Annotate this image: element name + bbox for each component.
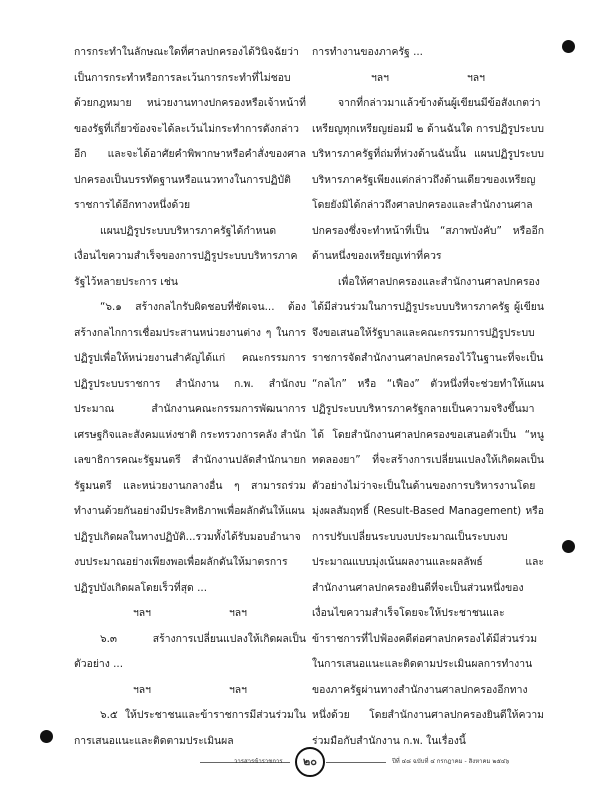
paragraph: แผนปฏิรูประบบบริหารภาครัฐได้กำหนดเงื่อนไขความสำเร็จของการปฏิรูประบบบริหารภาครัฐไว้หลายประการ เช่น <box>74 224 298 288</box>
ellipsis-marker-row <box>74 678 306 704</box>
paragraph: การทำงานของภาครัฐ ... <box>312 46 423 58</box>
ellipsis-marker: ฯลฯ <box>370 71 390 84</box>
paragraph: ๖.๓ สร้างการเปลี่ยนแปลงให้เกิดผลเป็นตัวอย่าง ... <box>74 632 306 670</box>
ellipsis-marker: ฯลฯ <box>466 71 486 84</box>
binder-hole-icon <box>562 540 575 553</box>
right-column <box>312 40 544 754</box>
paragraph: จากที่กล่าวมาแล้วข้างต้นผู้เขียนมีข้อสังเกตว่า เหรียญทุกเหรียญย่อมมี ๒ ด้านฉันใด การปฏิรูประบบบริหารภาครัฐที่ถ่มที่ห่วงด้านฉันนั้น แผนปฏิรูประบบบริหารภาครัฐเพียงแต่กล่าวถึงด้านเดียวของเหรียญ โดยยังมิได้กล่าวถึงศาลปกครองและสำนักงานศาลปกครองซึ่งจะทำหน้าที่เป็น “สภาพบังคับ” หรืออีกด้านหนึ่งของเหรียญเท่าที่ควร <box>312 97 544 262</box>
ellipsis-marker: ฯลฯ <box>228 683 248 696</box>
quote-paragraph: “๖.๑ สร้างกลไกรับผิดชอบที่ชัดเจน... ต้องสร้างกลไกการเชื่อมประสานหน่วยงานต่าง ๆ ในการปฏิรูปเพื่อให้หน่วยงานสำคัญได้แก่ คณะกรรมการปฏิรูประบบราชการ สำนักงาน ก.พ. สำนักงบประมาณ สำนักงานคณะกรรมการพัฒนาการเศรษฐกิจและสังคมแห่งชาติ กระทรวงการคลัง สำนักเลขาธิการคณะรัฐมนตรี สำนักงานปลัดสำนักนายกรัฐมนตรี และหน่วยงานกลางอื่น ๆ สามารถร่วมทำงานด้วยกันอย่างมีประสิทธิภาพเพื่อผลักดันให้แผนปฏิรูปเกิดผลในทางปฏิบัติ...รวมทั้งได้รับมอบอำนาจงบประมาณอย่างเพียงพอเพื่อผลักดันให้มาตรการปฏิรูปบังเกิดผลโดยเร็วที่สุด ... <box>74 301 306 594</box>
ellipsis-marker: ฯลฯ <box>228 607 248 619</box>
left-column <box>74 40 306 754</box>
footer-rule <box>326 762 386 763</box>
publication-name: วารสารข้าราชการ <box>234 758 283 765</box>
ellipsis-marker-row <box>74 601 306 627</box>
ellipsis-marker-row <box>312 66 544 92</box>
page-number: ๒๐ <box>295 747 325 777</box>
binder-hole-icon <box>562 40 575 53</box>
paragraph: ๖.๕ ให้ประชาชนและข้าราชการมีส่วนร่วมในการเสนอแนะและติดตามประเมินผล <box>74 709 306 747</box>
page-footer <box>200 747 560 773</box>
ellipsis-marker: ฯลฯ <box>132 607 152 619</box>
ellipsis-marker: ฯลฯ <box>132 683 152 696</box>
paragraph: เพื่อให้ศาลปกครองและสำนักงานศาลปกครองได้มีส่วนร่วมในการปฏิรูประบบบริหารภาครัฐ ผู้เขียนจึงขอเสนอให้รัฐบาลและคณะกรรมการปฏิรูประบบราชการจัดสำนักงานศาลปกครองไว้ในฐานะที่จะเป็น “กลไก” หรือ “เฟือง” ตัวหนึ่งที่จะช่วยทำให้แผนปฏิรูประบบบริหารภาครัฐกลายเป็นความจริงขึ้นมาได้ โดยสำนักงานศาลปกครองขอเสนอตัวเป็น “หนูทดลองยา” ที่จะสร้างการเปลี่ยนแปลงให้เกิดผลเป็นตัวอย่างไม่ว่าจะเป็นในด้านของการบริหารงานโดยมุ่งผลสัมฤทธิ์ (Result-Based Management) หรือการปรับเปลี่ยนระบบงบประมาณเป็นระบบงบประมาณแบบมุ่งเน้นผลงานและผลลัพธ์ และสำนักงานศาลปกครองยินดีที่จะเป็นส่วนหนึ่งของเงื่อนไขความสำเร็จโดยจะให้ประชาชนและข้าราชการที่ไปฟ้องคดีต่อศาลปกครองได้มีส่วนร่วมในการเสนอแนะและติดตามประเมินผลการทำงานของภาครัฐผ่านทางสำนักงานศาลปกครองอีกทางหนึ่งด้วย โดยสำนักงานศาลปกครองยินดีให้ความร่วมมือกับสำนักงาน ก.พ. ในเรื่องนี้ <box>312 275 544 747</box>
paragraph: การกระทำในลักษณะใดที่ศาลปกครองได้วินิจฉัยว่าเป็นการกระทำหรือการละเว้นการกระทำที่ไม่ชอบด้วยกฎหมาย หน่วยงานทางปกครองหรือเจ้าหน้าที่ของรัฐที่เกี่ยวข้องจะได้ละเว้นไม่กระทำการดังกล่าวอีก และจะได้อาศัยคำพิพากษาหรือคำสั่งของศาลปกครองเป็นบรรทัดฐานหรือแนวทางในการปฏิบัติราชการได้อีกทางหนึ่งด้วย <box>74 46 306 211</box>
issue-info: ปีที่ ๔๘ ฉบับที่ ๔ กรกฎาคม - สิงหาคม ๒๕๔๖ <box>392 758 510 765</box>
binder-hole-icon <box>40 730 53 743</box>
